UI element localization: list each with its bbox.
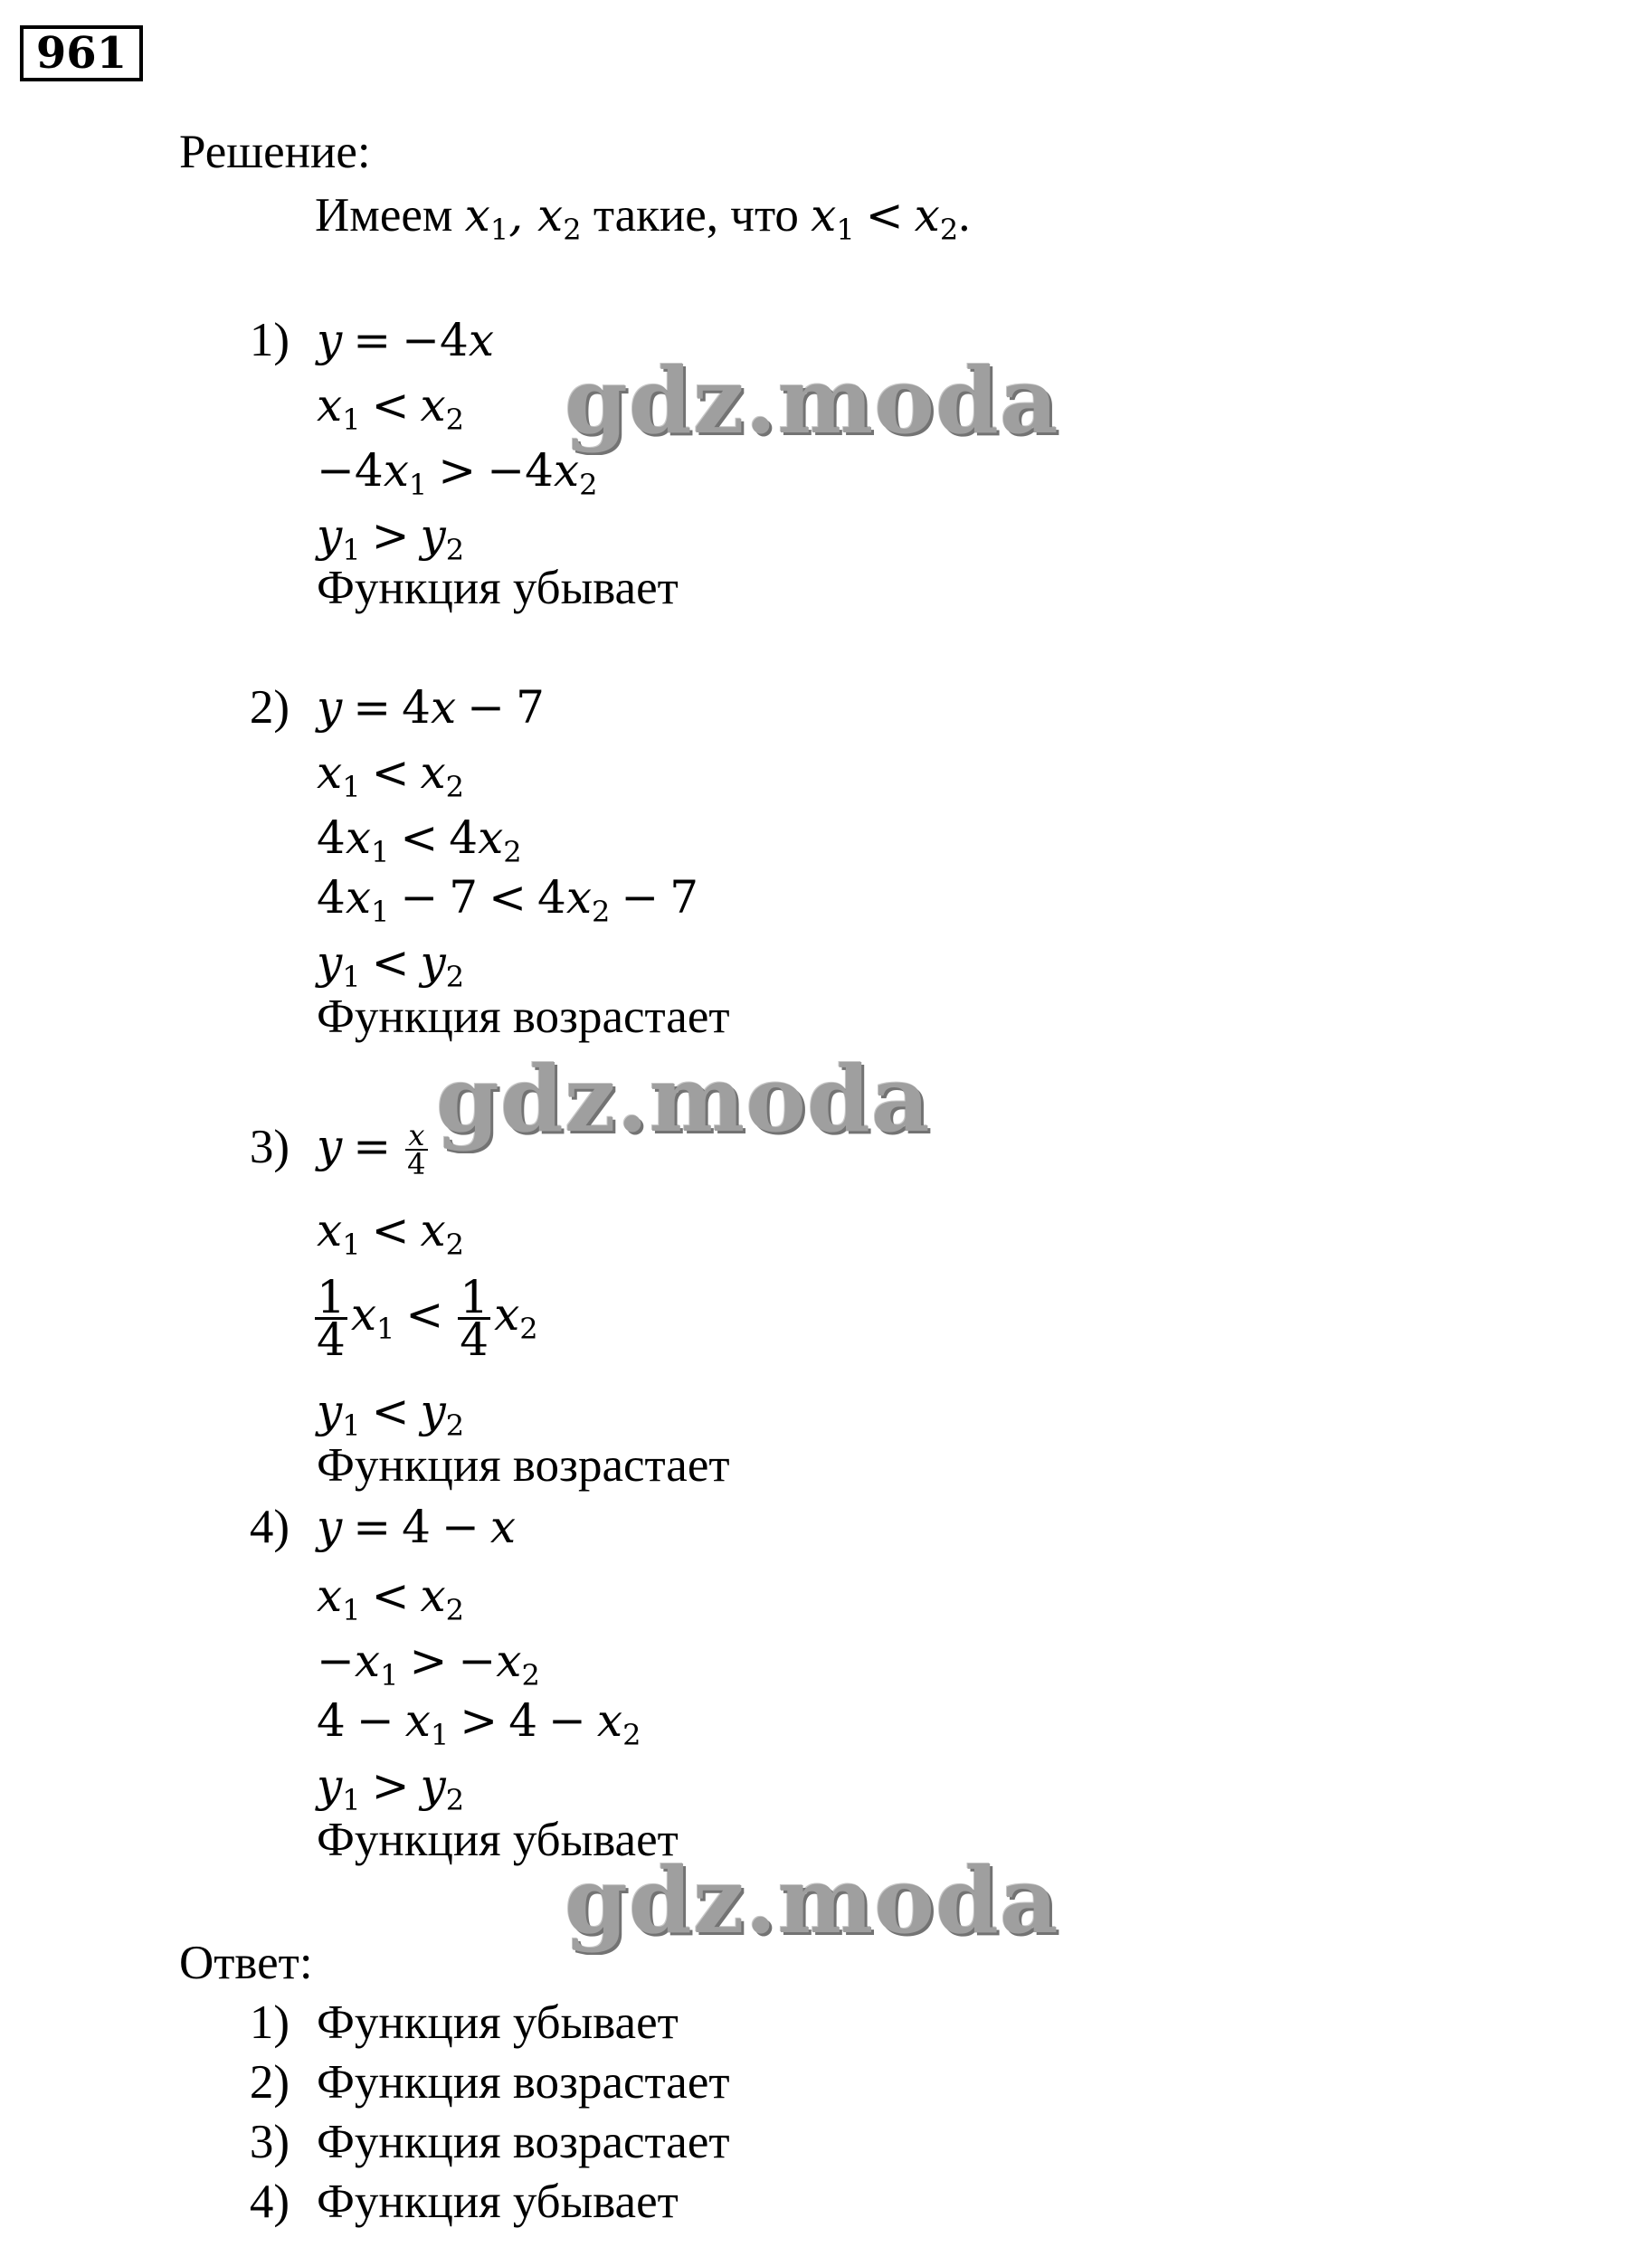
item-4-conclusion: Функция убывает (317, 1814, 679, 1866)
item-2-number: 2) (249, 681, 290, 734)
watermark: gdz.moda (565, 1847, 1059, 1954)
item-2-step-2: $4x_1 < 4x_2$ (317, 811, 522, 869)
item-2-step-4: $y_1 < y_2$ (317, 936, 465, 994)
item-3-fraction: $\frac{x}{4}$ (407, 1118, 426, 1181)
item-3-number: 3) (249, 1121, 290, 1173)
fraction-one-quarter-right: $\frac{1}{4}$ (460, 1270, 489, 1366)
item-3-conclusion: Функция возрастает (317, 1439, 730, 1492)
intro-prefix: Имеем (315, 189, 453, 242)
item-2-conclusion: Функция возрастает (317, 991, 730, 1043)
item-4-number: 4) (249, 1501, 290, 1553)
answer-heading: Ответ: (179, 1937, 313, 1989)
item-3-step-1: $x_1 < x_2$ (317, 1204, 465, 1262)
answer-1-number: 1) (249, 1996, 290, 2049)
answer-4-number: 4) (249, 2176, 290, 2228)
task-number-badge: 961 (20, 25, 143, 81)
answer-2-text: Функция возрастает (317, 2056, 730, 2109)
watermark: gdz.moda (565, 347, 1059, 454)
item-4-step-4: $y_1 > y_2$ (317, 1759, 465, 1817)
item-2-step-3: $4x_1 - 7 < 4x_2 - 7$ (317, 871, 699, 929)
item-1-function: y = −4x (317, 314, 495, 366)
item-1-step-1: $x_1 < x_2$ (317, 379, 465, 437)
item-4-step-1: $x_1 < x_2$ (317, 1569, 465, 1627)
intro-middle: такие, что (593, 189, 799, 242)
answer-3-number: 3) (249, 2116, 290, 2168)
item-1-number: 1) (249, 314, 290, 366)
item-2-step-1: $x_1 < x_2$ (317, 746, 465, 804)
watermark: gdz.moda (436, 1046, 931, 1152)
intro-condition: $x_1 < x_2$ (811, 189, 959, 247)
item-1-step-3: $y_1 > y_2$ (317, 509, 465, 567)
item-4-step-2: $-x_1 > -x_2$ (317, 1635, 540, 1692)
item-3-step-3: $y_1 < y_2$ (317, 1385, 465, 1443)
item-1-conclusion: Функция убывает (317, 562, 679, 614)
item-4-function: y = 4 − x (317, 1501, 517, 1553)
solution-heading: Решение: (179, 126, 371, 178)
intro-vars: $x_1$, $x_2$ (464, 189, 582, 247)
intro-line: Имеем $x_1$, $x_2$ такие, что $x_1 < x_2$. (315, 189, 971, 247)
fraction-one-quarter-left: $\frac{1}{4}$ (317, 1270, 346, 1366)
item-1-step-2: $-4x_1 > -4x_2$ (317, 444, 598, 502)
answer-1-text: Функция убывает (317, 1996, 679, 2049)
answer-2-number: 2) (249, 2056, 290, 2109)
item-3-step-2: $\frac{1}{4}$ $x_1$ < $\frac{1}{4}$ $x_2$ (317, 1270, 538, 1366)
item-4-step-3: $4 - x_1 > 4 - x_2$ (317, 1694, 641, 1752)
answer-4-text: Функция убывает (317, 2176, 679, 2228)
answer-3-text: Функция возрастает (317, 2116, 730, 2168)
item-3-function: y = $\frac{x}{4}$ (317, 1118, 426, 1181)
item-2-function: y = 4x − 7 (317, 681, 545, 734)
